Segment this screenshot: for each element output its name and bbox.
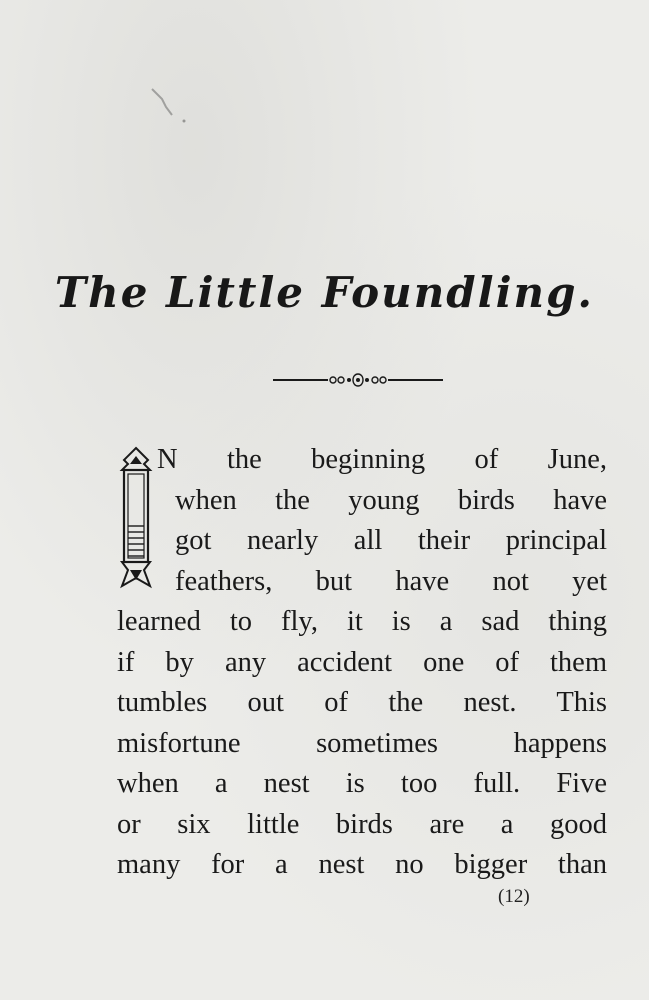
chapter-title: The Little Foundling.: [54, 268, 595, 317]
text-line: if by any accident one of them: [117, 646, 607, 678]
text-line: when the young birds have: [175, 484, 607, 516]
text-line: many for a nest no bigger than: [117, 849, 607, 880]
text-line: or six little birds are a good: [117, 808, 607, 840]
text-line: N the beginning of June,: [157, 444, 607, 475]
body-paragraph: [117, 440, 607, 886]
page-number: (12): [498, 886, 530, 907]
ink-smudge: [150, 85, 190, 125]
text-line: got nearly all their principal: [175, 525, 607, 556]
text-line: tumbles out of the nest. This: [117, 687, 607, 718]
text-line: misfortune sometimes happens: [117, 727, 607, 759]
text-line: feathers, but have not yet: [175, 565, 607, 597]
ornamental-divider: [273, 370, 443, 390]
text-line: when a nest is too full. Five: [117, 768, 607, 799]
text-line: learned to fly, it is a sad thing: [117, 606, 607, 637]
